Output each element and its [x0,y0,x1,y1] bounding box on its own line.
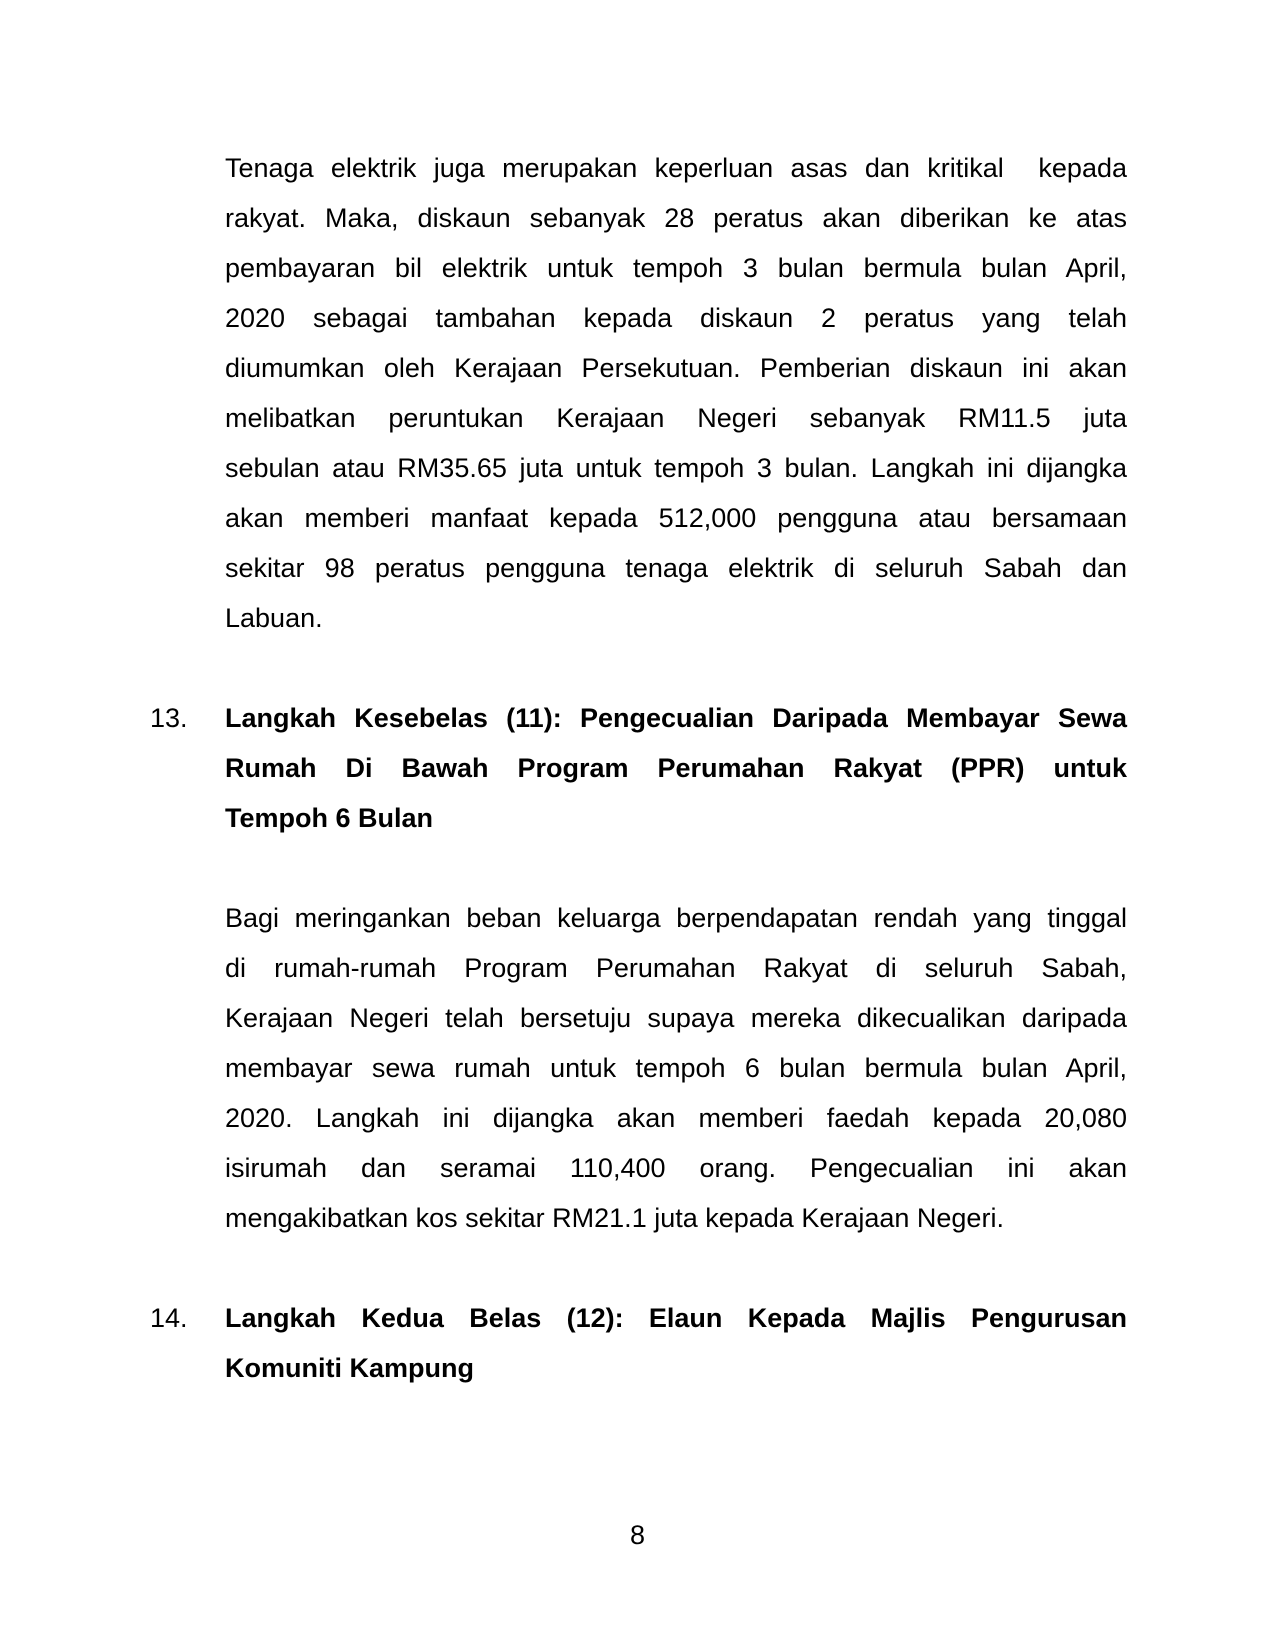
text-line: Komuniti Kampung [225,1353,474,1383]
text-line: melibatkan peruntukan Kerajaan Negeri sebanyak RM11.5 juta [225,403,1127,433]
text-line: membayar sewa rumah untuk tempoh 6 bulan bermula bulan April, [225,1053,1127,1083]
text-line: akan memberi manfaat kepada 512,000 pengguna atau bersamaan [225,503,1127,533]
text-line: 2020. Langkah ini dijangka akan memberi faedah kepada 20,080 [225,1103,1127,1133]
text-line: di rumah-rumah Program Perumahan Rakyat di seluruh Sabah, [225,953,1127,983]
text-line: Bagi meringankan beban keluarga berpendapatan rendah yang tinggal [225,903,1127,933]
text-line: 2020 sebagai tambahan kepada diskaun 2 peratus yang telah [225,303,1127,333]
section-14-number: 14. [150,1303,188,1333]
text-line: Rumah Di Bawah Program Perumahan Rakyat (PPR) untuk [225,753,1127,783]
text-line: pembayaran bil elektrik untuk tempoh 3 bulan bermula bulan April, [225,253,1127,283]
text-line: mengakibatkan kos sekitar RM21.1 juta kepada Kerajaan Negeri. [225,1203,1004,1233]
text-line: Tenaga elektrik juga merupakan keperluan asas dan kritikal kepada [225,153,1127,183]
text-line: isirumah dan seramai 110,400 orang. Pengecualian ini akan [225,1153,1127,1183]
text-line: Kerajaan Negeri telah bersetuju supaya mereka dikecualikan daripada [225,1003,1127,1033]
intro-paragraph [225,143,1127,643]
text-line: Labuan. [225,603,323,633]
section-13-heading [225,693,1127,843]
text-line: sekitar 98 peratus pengguna tenaga elektrik di seluruh Sabah dan [225,553,1127,583]
text-line: Langkah Kesebelas (11): Pengecualian Daripada Membayar Sewa [225,703,1127,733]
section-13-number: 13. [150,703,188,733]
section-13 [150,693,1127,843]
section-13-body [225,893,1127,1243]
text-line: Langkah Kedua Belas (12): Elaun Kepada Majlis Pengurusan [225,1303,1127,1333]
text-line: diumumkan oleh Kerajaan Persekutuan. Pemberian diskaun ini akan [225,353,1127,383]
section-14-heading [225,1293,1127,1393]
text-line: Tempoh 6 Bulan [225,803,434,833]
text-line: rakyat. Maka, diskaun sebanyak 28 peratus akan diberikan ke atas [225,203,1127,233]
page-content [150,143,1127,1393]
page-number: 8 [629,1520,646,1550]
section-14 [150,1293,1127,1393]
text-line: sebulan atau RM35.65 juta untuk tempoh 3 bulan. Langkah ini dijangka [225,453,1127,483]
